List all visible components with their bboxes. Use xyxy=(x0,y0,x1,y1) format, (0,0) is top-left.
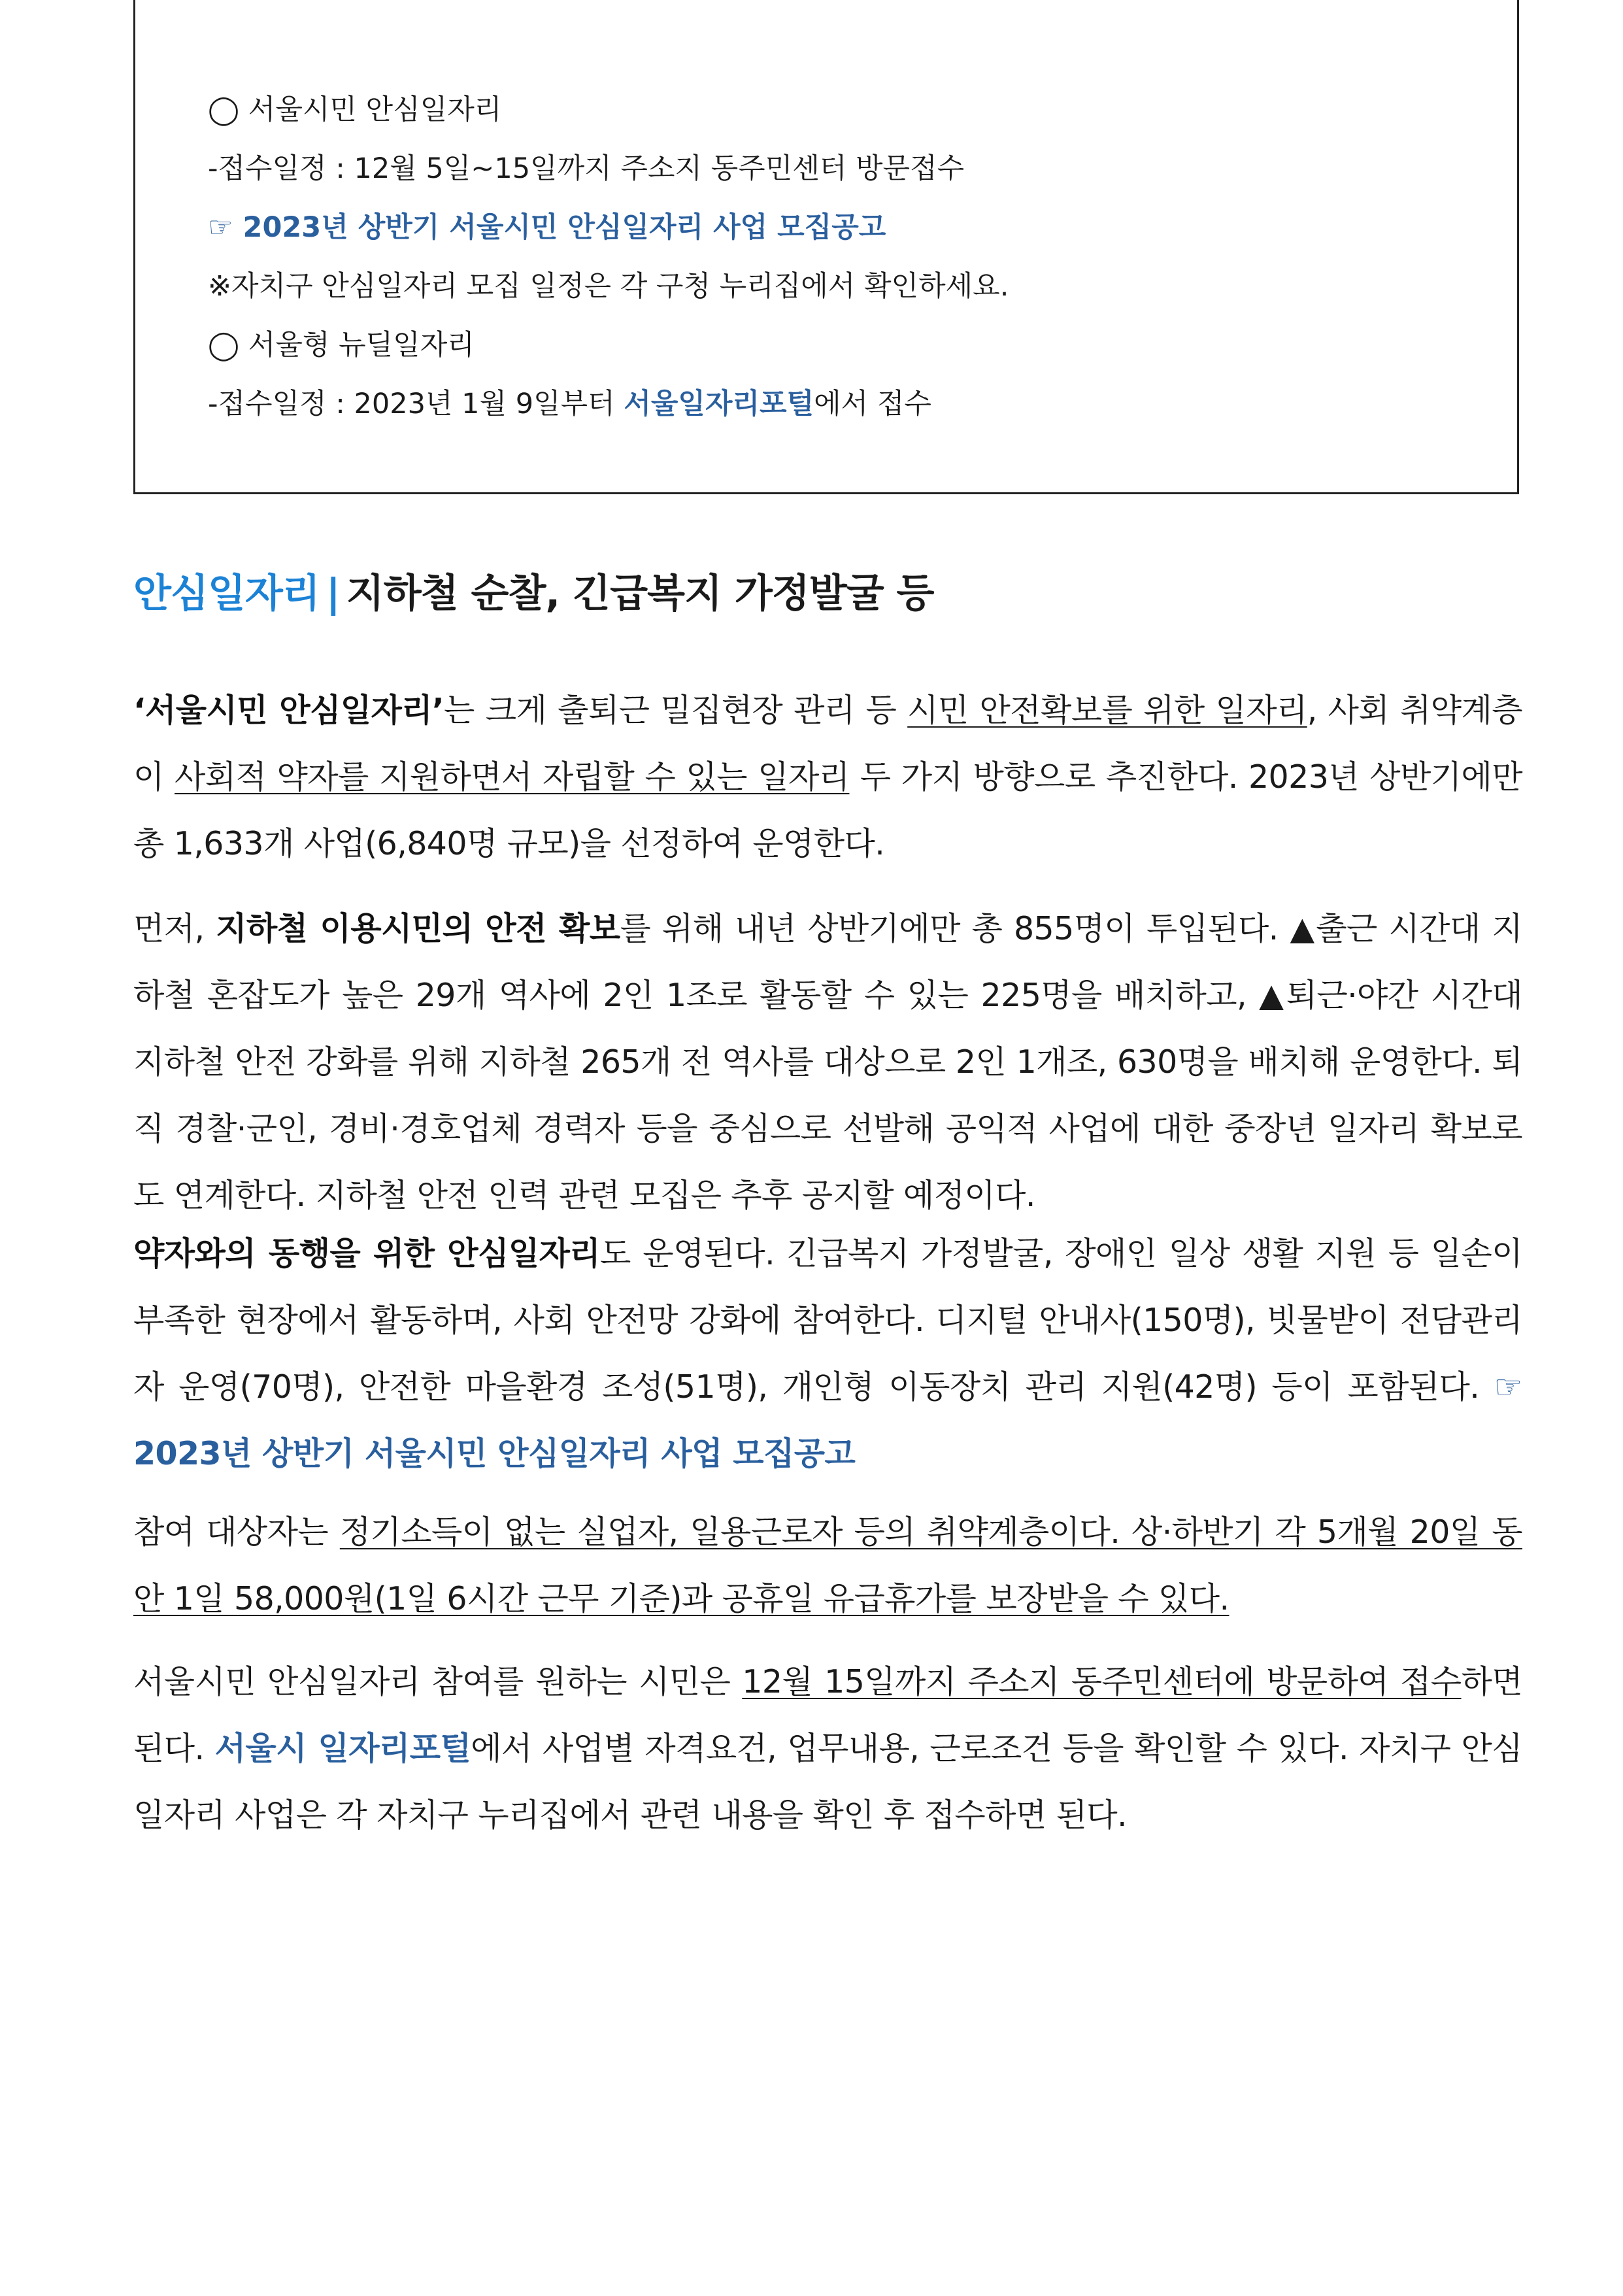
p4-underline-1: 정기소득이 없는 실업자, 일용근로자 등의 취약계층이다. 상·하반기 각 5개월 20일 동안 1일 58,000원(1일 6시간 근무 기준)과 공휴일 유급휴가를 보장받을 수 있다. xyxy=(133,1513,1522,1617)
paragraph-5 xyxy=(133,1649,1522,1849)
notice-item1-schedule: -접수일정 : 12월 5일~15일까지 주소지 동주민센터 방문접수 xyxy=(208,152,965,185)
notice-item2-schedule-suffix: 에서 접수 xyxy=(814,388,931,420)
paragraph-1 xyxy=(133,677,1522,877)
p4-text-1: 참여 대상자는 xyxy=(133,1513,340,1551)
p1-text-2: , 사회 취약계층이 xyxy=(133,692,1522,796)
paragraph-3 xyxy=(133,1221,1522,1487)
paragraph-2 xyxy=(133,896,1522,1229)
seoul-job-portal-link[interactable]: 서울일자리포털 xyxy=(624,388,814,420)
section-title-accent: 안심일자리 xyxy=(133,571,320,616)
p3-bold: 약자와의 동행을 위한 안심일자리 xyxy=(133,1235,601,1272)
paragraph-4 xyxy=(133,1499,1522,1632)
p2-bold: 지하철 이용시민의 안전 확보 xyxy=(216,910,620,947)
section-title-main: 지하철 순찰, 긴급복지 가정발굴 등 xyxy=(346,571,934,616)
p5-underline-1: 12월 15일까지 주소지 동주민센터에 방문하여 접수 xyxy=(742,1663,1462,1700)
p5-seoul-job-portal-link[interactable]: 서울시 일자리포털 xyxy=(214,1730,471,1767)
p2-text-2: 를 위해 내년 상반기에만 총 855명이 투입된다. ▲출근 시간대 지하철 혼잡도가 높은 29개 역사에 2인 1조로 활동할 수 있는 225명을 배치하고, ▲퇴근·야간 시간대 지하철 안전 강화를 위해 지하철 265개 전 역사를 대상으로 2인 1개조, 630명을 배치해 운영한다. 퇴직 경찰·군인, 경비·경호업체 경력자 등을 중심으로 선발해 공익적 사업에 대한 중장년 일자리 확보로도 연계한다. 지하철 안전 인력 관련 모집은 추후 공지할 예정이다. xyxy=(133,910,1523,1214)
section-title xyxy=(133,567,934,620)
p1-underline-2: 사회적 약자를 지원하면서 자립할 수 있는 일자리 xyxy=(175,758,850,796)
p3-recruit-notice-link[interactable]: ☞ 2023년 상반기 서울시민 안심일자리 사업 모집공고 xyxy=(133,1368,1522,1472)
notice-item1-title: ◯ 서울시민 안심일자리 xyxy=(208,93,502,126)
p3-text-1: 도 운영된다. 긴급복지 가정발굴, 장애인 일상 생활 지원 등 일손이 부족한 현장에서 활동하며, 사회 안전망 강화에 참여한다. 디지털 안내사(150명), 빗물받이 전담관리자 운영(70명), 안전한 마을환경 조성(51명), 개인형 이동장치 관리 지원(42명) 등이 포함된다. xyxy=(133,1235,1523,1406)
p2-text-1: 먼저, xyxy=(133,910,216,947)
notice-item2-schedule xyxy=(208,384,931,424)
p5-text-3: 에서 사업별 자격요건, 업무내용, 근로조건 등을 확인할 수 있다. 자치구 안심일자리 사업은 각 자치구 누리집에서 관련 내용을 확인 후 접수하면 된다. xyxy=(133,1730,1522,1834)
p1-underline-1: 시민 안전확보를 위한 일자리 xyxy=(907,692,1307,729)
p5-text-1: 서울시민 안심일자리 참여를 원하는 시민은 xyxy=(133,1663,743,1700)
p5-text-2: 하면 된다. xyxy=(133,1663,1522,1767)
notice-item1-note: ※자치구 안심일자리 모집 일정은 각 구청 누리집에서 확인하세요. xyxy=(208,270,1009,303)
section-title-separator: | xyxy=(326,571,340,616)
p1-text-1: 는 크게 출퇴근 밀집현장 관리 등 xyxy=(444,692,908,729)
p1-bold: ‘서울시민 안심일자리’ xyxy=(133,692,444,729)
notice-item2-title: ◯ 서울형 뉴딜일자리 xyxy=(208,329,475,362)
notice-item2-schedule-prefix: -접수일정 : 2023년 1월 9일부터 xyxy=(208,388,624,420)
notice-item1-link[interactable]: ☞ 2023년 상반기 서울시민 안심일자리 사업 모집공고 xyxy=(208,211,886,244)
p1-text-3: 두 가지 방향으로 추진한다. 2023년 상반기에만 총 1,633개 사업(6,840명 규모)을 선정하여 운영한다. xyxy=(133,758,1522,862)
